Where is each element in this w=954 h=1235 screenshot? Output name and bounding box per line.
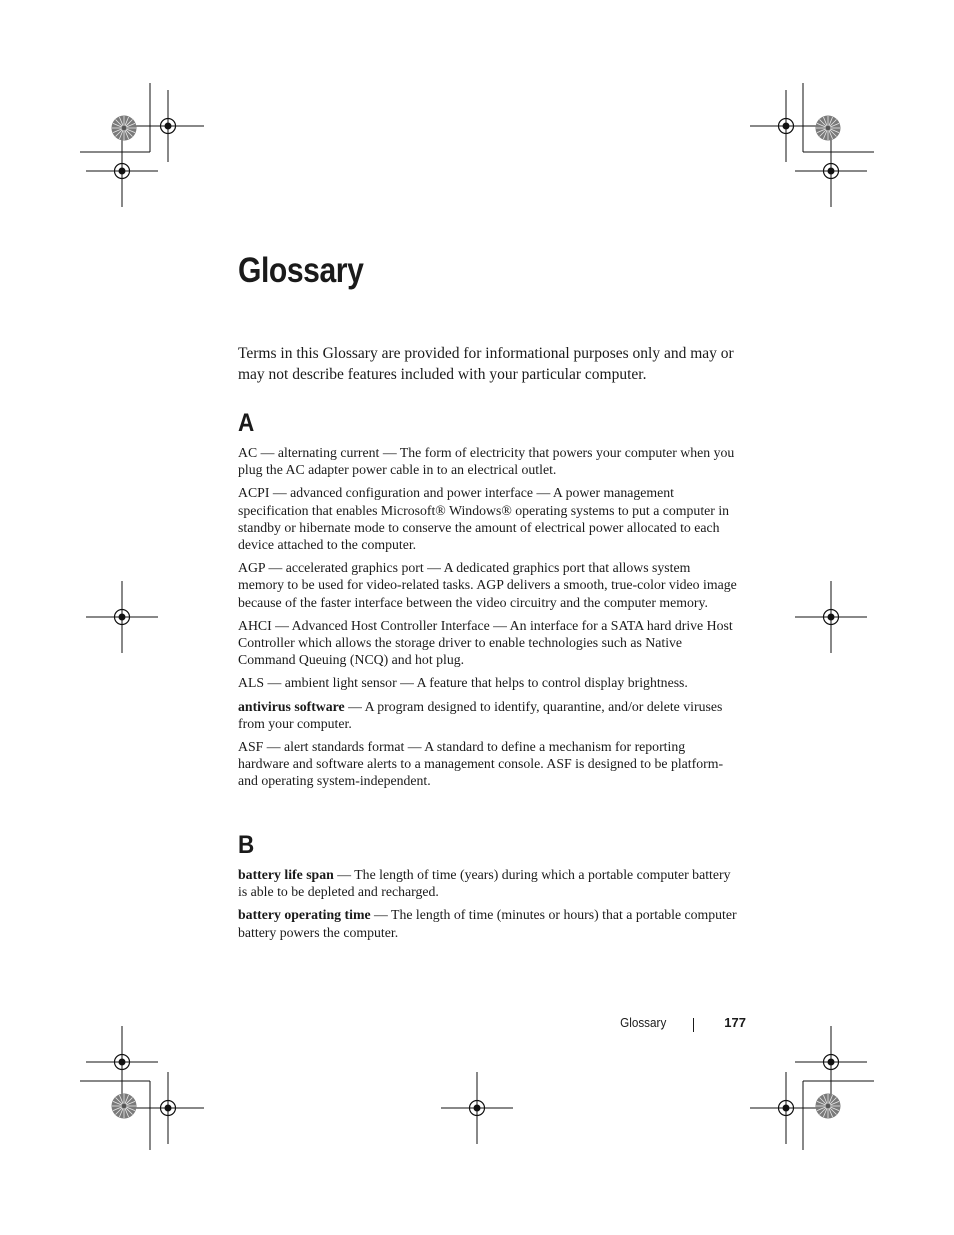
entry-definition: — alert standards format — A standard to define a mechanism for reporting hardware and software alerts to a management console. ASF is designed to be platform- and operating system-independent. — [238, 739, 724, 789]
entry-term: antivirus software — [238, 698, 345, 714]
page-footer — [600, 1015, 746, 1035]
glossary-entry — [238, 698, 738, 732]
glossary-entry — [238, 484, 738, 553]
section-heading-b: B — [238, 831, 255, 859]
entry-term: AGP — [238, 560, 266, 576]
glossary-entry — [238, 738, 738, 790]
entry-term: ACPI — [238, 485, 270, 501]
entry-definition: — Advanced Host Controller Interface — An interface for a SATA hard drive Host Controller which allows the storage driver to enable technologies such as Native Command Queuing (NCQ) and hot plug. — [238, 617, 733, 668]
glossary-entry — [238, 617, 738, 669]
glossary-entry — [238, 906, 738, 940]
entry-definition: — advanced configuration and power interface — A power management specification that enables Microsoft® Windows® operating systems to put a computer in standby or hibernate mode to conserve the amount of electrical power allocated to each device attached to the computer. — [238, 485, 730, 553]
entry-definition: alternating current — The form of electricity that powers your computer when you plug the AC adapter power cable in to an electrical outlet. — [238, 445, 735, 478]
section-b-entries — [238, 866, 738, 947]
entry-term: battery operating time — [238, 907, 371, 923]
entry-term: AC — — [238, 445, 275, 460]
entry-definition: — accelerated graphics port — A dedicated graphics port that allows system memory to be used for video-related tasks. AGP delivers a smooth, true-color video image because of the faster interface between the video circuitry and the computer memory. — [238, 560, 737, 610]
entry-term: ASF — [238, 739, 264, 755]
glossary-entry — [238, 559, 738, 611]
entry-term: ALS — [238, 675, 265, 691]
footer-section-label: Glossary — [619, 1015, 666, 1030]
page-title: Glossary — [238, 251, 364, 290]
entry-term: battery life span — [238, 867, 334, 882]
entry-definition: — ambient light sensor — A feature that helps to control display brightness. — [264, 675, 688, 691]
entry-definition: — The length of time (minutes or hours) that a portable computer battery powers the computer. — [238, 907, 737, 940]
entry-definition: — A program designed to identify, quarantine, and/or delete viruses from your computer. — [238, 698, 723, 731]
section-heading-a: A — [238, 409, 255, 437]
section-a-entries — [238, 444, 738, 796]
entry-definition: — The length of time (years) during which a portable computer battery is able to be depleted and recharged. — [238, 867, 731, 900]
glossary-entry — [238, 444, 738, 478]
footer-divider — [693, 1018, 694, 1032]
intro-paragraph: Terms in this Glossary are provided for informational purposes only and may or may not describe features included with your particular computer. — [238, 345, 734, 383]
entry-term: AHCI — [238, 617, 272, 633]
glossary-entry — [238, 674, 738, 691]
page-number: 177 — [724, 1015, 746, 1030]
glossary-entry — [238, 866, 738, 900]
